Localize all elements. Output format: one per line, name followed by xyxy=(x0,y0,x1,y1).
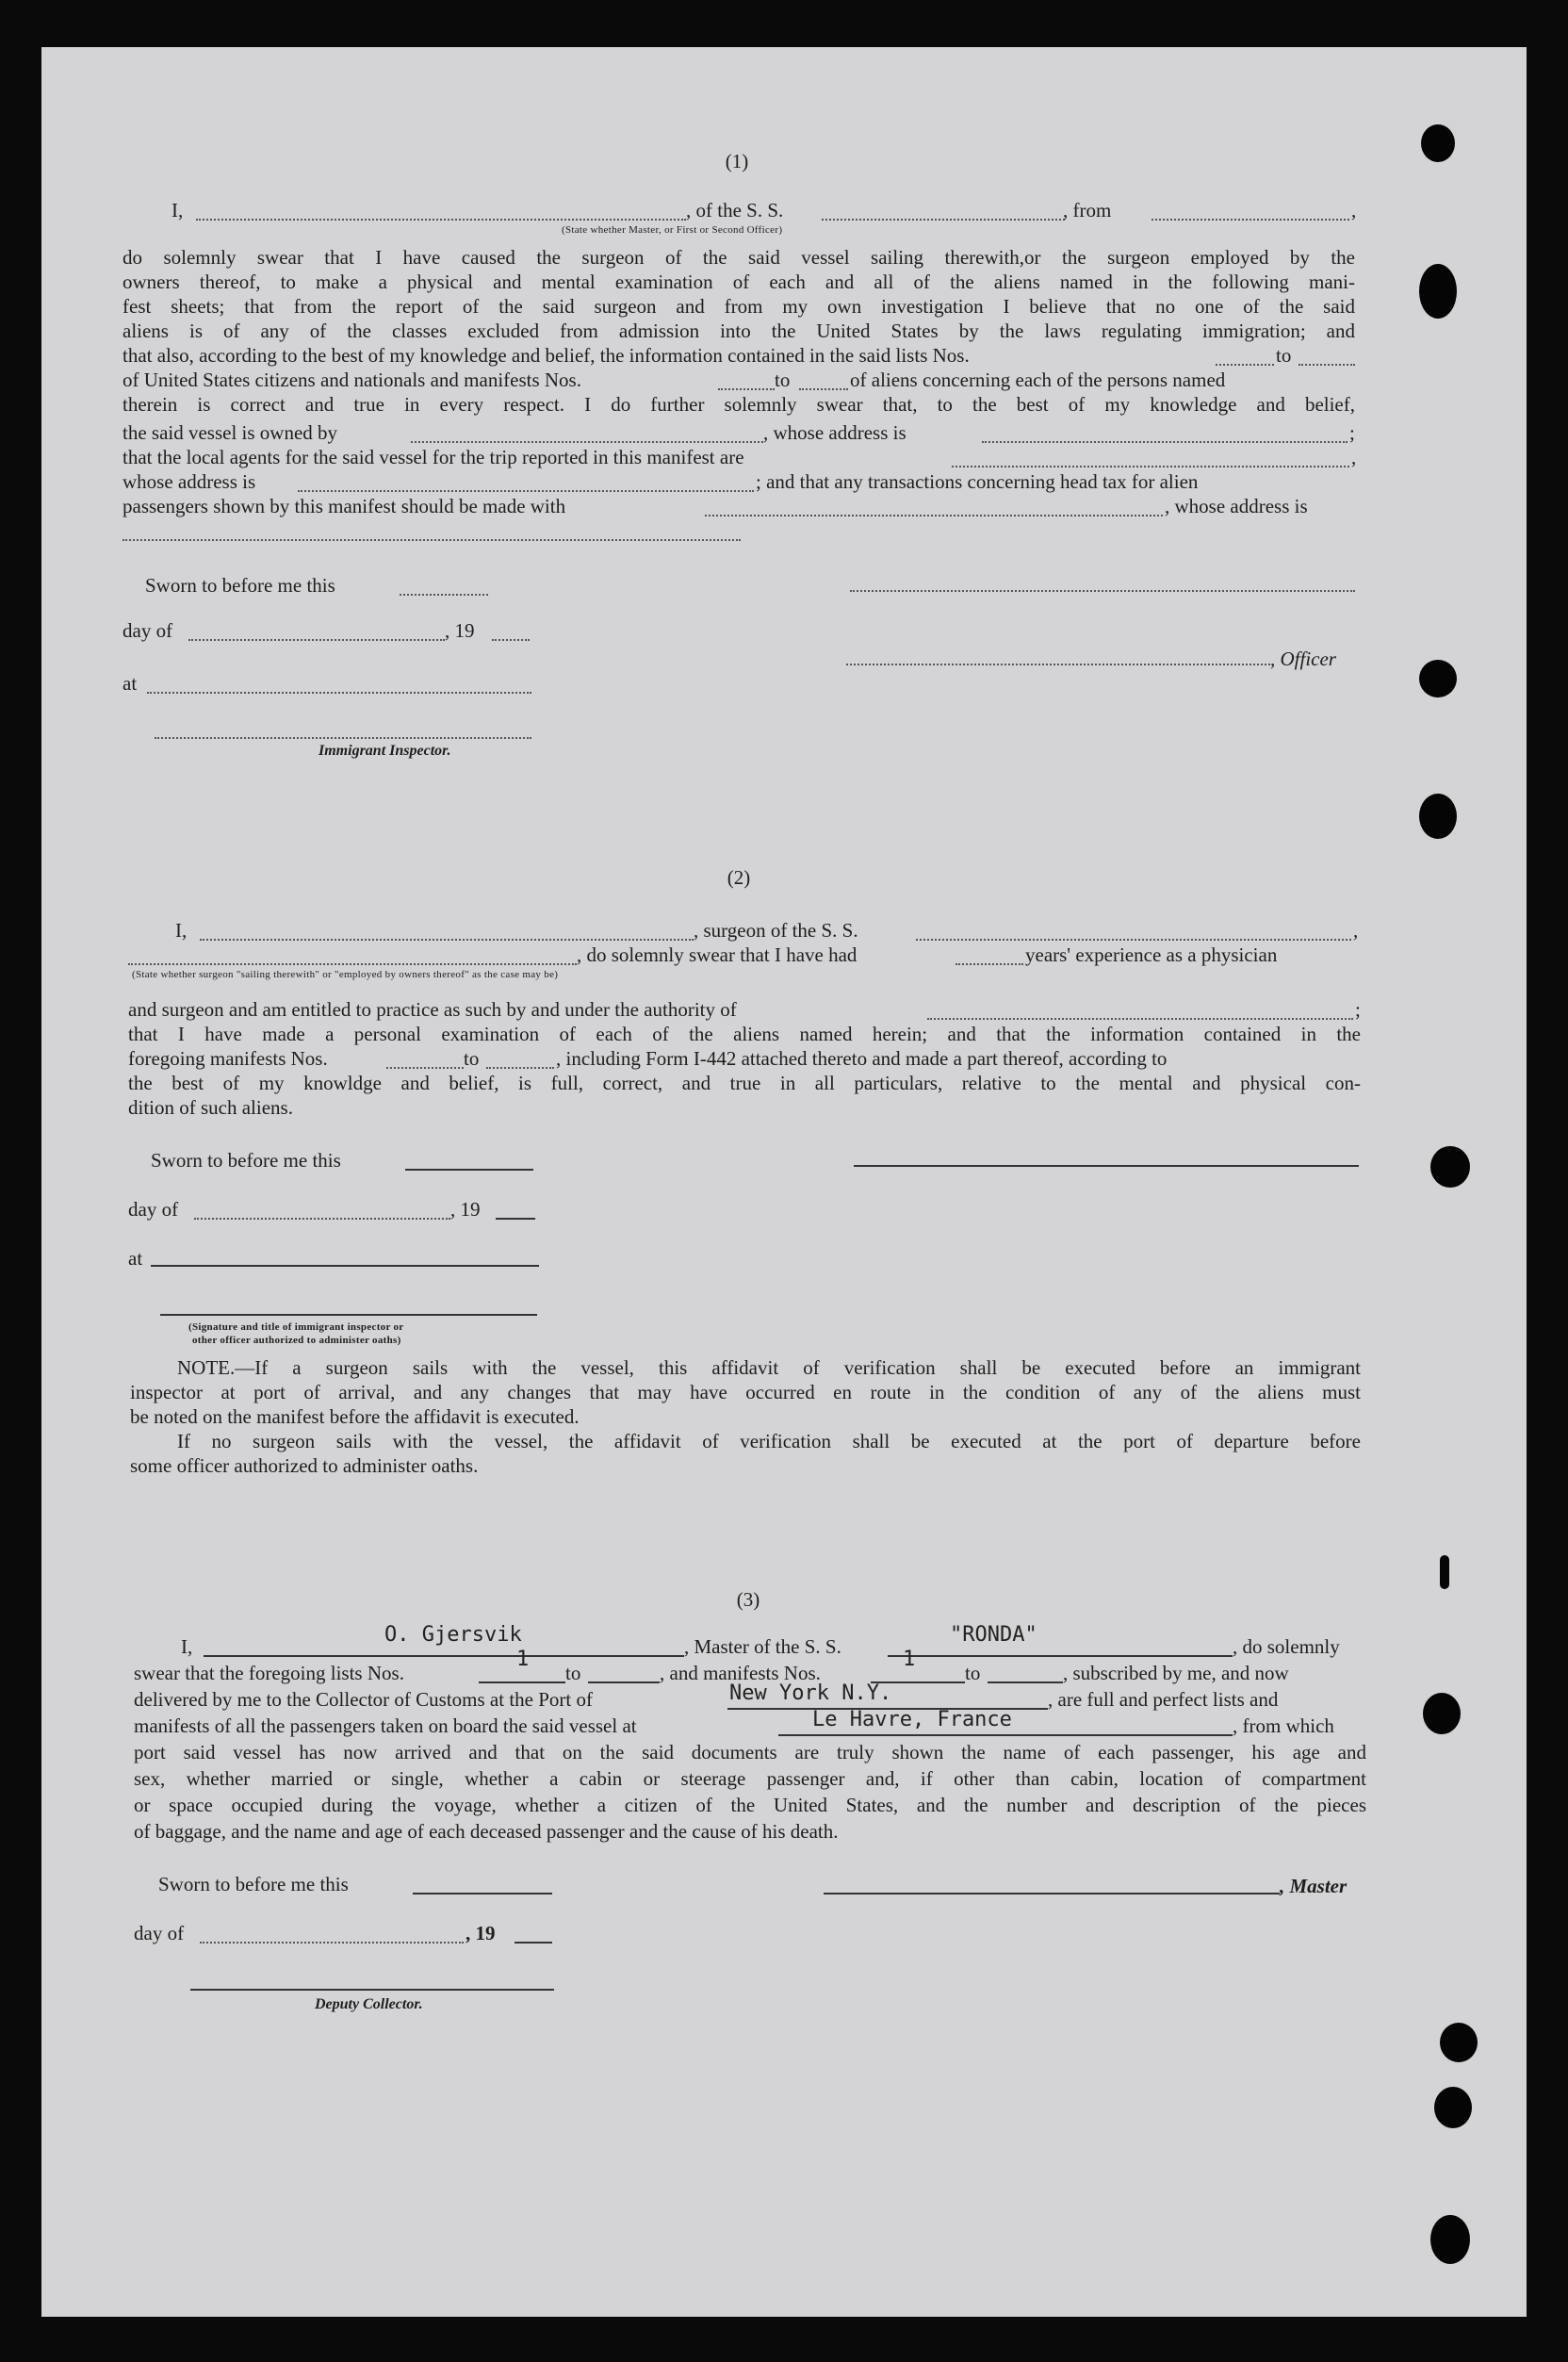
s3-blank-lists-from xyxy=(479,1681,565,1683)
s2-surgeon-note: (State whether surgeon "sailing therewith" or "employed by owners thereof" as the case may be) xyxy=(132,969,559,980)
s1-l11a: passengers shown by this manifest should be made with xyxy=(122,495,566,517)
s2-blank-manifests-from xyxy=(386,1067,464,1069)
s1-day-of: day of xyxy=(122,619,173,642)
s3-l1a: I, xyxy=(181,1635,193,1658)
s3-blank-sworn xyxy=(413,1893,552,1895)
s3-year: , 19 xyxy=(466,1922,496,1944)
s3-l2a: swear that the foregoing lists Nos. xyxy=(134,1662,404,1684)
punch-hole xyxy=(1440,1555,1449,1589)
s1-officer: , Officer xyxy=(1270,648,1336,670)
s3-l3a: delivered by me to the Collector of Customs at the Port of xyxy=(134,1688,593,1711)
s2-blank-at xyxy=(151,1265,539,1267)
s1-sworn: Sworn to before me this xyxy=(145,574,335,597)
section-1-heading: (1) xyxy=(725,150,749,172)
s1-l9b: , xyxy=(1351,446,1357,468)
s3-blank-ship xyxy=(888,1655,1233,1657)
s1-l9a: that the local agents for the said vessel for the trip reported in this manifest are xyxy=(122,446,744,468)
s1-blank-officer-sign xyxy=(850,590,1355,592)
s1-blank-name xyxy=(196,219,686,221)
s3-manifests-from: 1 xyxy=(903,1648,916,1671)
s2-blank-surgeon-name xyxy=(200,939,694,941)
punch-hole xyxy=(1434,2087,1472,2128)
s1-blank-owner xyxy=(411,441,763,443)
s3-blank-master-name xyxy=(204,1655,684,1657)
s1-comma: , xyxy=(1351,199,1357,221)
s1-blank-lists-from xyxy=(1216,364,1274,366)
punch-hole xyxy=(1430,1146,1470,1188)
s2-blank-authority xyxy=(927,1018,1353,1020)
s1-blank-from xyxy=(1152,219,1349,221)
s1-l5a: that also, according to the best of my knowledge and belief, the information contained in the said lists Nos. xyxy=(122,344,970,367)
s1-l8b: , whose address is xyxy=(763,421,906,444)
s2-l1c: , xyxy=(1353,919,1359,942)
s1-blank-owner-address xyxy=(982,441,1348,443)
s3-port: New York N.Y. xyxy=(729,1681,892,1705)
s2-year: , 19 xyxy=(450,1198,481,1221)
punch-hole xyxy=(1419,264,1457,319)
s2-note-line-5: some officer authorized to administer oaths. xyxy=(130,1454,479,1477)
s1-l8a: the said vessel is owned by xyxy=(122,421,338,444)
s3-blank-year xyxy=(514,1942,552,1944)
s1-l5b: to xyxy=(1276,344,1292,367)
s2-l3b: ; xyxy=(1355,998,1361,1021)
s3-blank-deputy-sign xyxy=(190,1989,554,1991)
s2-sig-note-1: (Signature and title of immigrant inspector or xyxy=(188,1321,404,1333)
s2-blank-sworn xyxy=(405,1169,533,1171)
s1-para-line-2: owners thereof, to make a physical and mental examination of each and all of the aliens named in the following mani- xyxy=(122,271,1355,293)
s1-at: at xyxy=(122,672,138,695)
s2-l1a: I, xyxy=(175,919,188,942)
s2-sworn: Sworn to before me this xyxy=(151,1149,341,1172)
s1-blank-ship xyxy=(822,219,1065,221)
s1-blank-sworn xyxy=(400,594,488,596)
s1-l6a: of United States citizens and nationals and manifests Nos. xyxy=(122,369,581,391)
s3-para-line-2: sex, whether married or single, whether a cabin or steerage passenger and, if other than cabin, location of compartment xyxy=(134,1767,1366,1790)
s1-l6c: of aliens concerning each of the persons named xyxy=(850,369,1226,391)
punch-hole xyxy=(1419,794,1457,839)
s2-sig-note-2: other officer authorized to administer oaths) xyxy=(192,1335,401,1346)
punch-hole xyxy=(1440,2023,1478,2062)
s3-l2e: , subscribed by me, and now xyxy=(1063,1662,1289,1684)
s2-l5a: foregoing manifests Nos. xyxy=(128,1047,328,1070)
s1-l6b: to xyxy=(775,369,791,391)
s2-l5b: to xyxy=(464,1047,480,1070)
s2-l4: that I have made a personal examination of each of the aliens named herein; and that the information contained in the xyxy=(128,1023,1361,1045)
s3-l8: of baggage, and the name and age of each deceased passenger and the cause of his death. xyxy=(134,1820,839,1843)
s1-blank-agents xyxy=(952,466,1349,467)
s3-day-of: day of xyxy=(134,1922,185,1944)
s1-inspector-label: Immigrant Inspector. xyxy=(318,743,451,759)
s2-l2a: , do solemnly swear that I have had xyxy=(577,943,858,966)
punch-hole xyxy=(1423,1693,1461,1734)
s3-l1b: , Master of the S. S. xyxy=(684,1635,841,1658)
s3-l4a: manifests of all the passengers taken on board the said vessel at xyxy=(134,1714,637,1737)
s1-para-line-3: fest sheets; that from the report of the said surgeon and from my own investigation I believe that no one of the said xyxy=(122,295,1355,318)
s1-officer-note: (State whether Master, or First or Second Officer) xyxy=(562,224,783,236)
s1-from: , from xyxy=(1063,199,1112,221)
s1-i: I, xyxy=(172,199,184,221)
s2-blank-inspector-sign xyxy=(160,1314,537,1316)
s1-blank-head-tax xyxy=(705,515,1163,517)
s3-l4b: , from which xyxy=(1233,1714,1334,1737)
s2-blank-manifests-to xyxy=(486,1067,554,1069)
s2-l2b: years' experience as a physician xyxy=(1025,943,1278,966)
s2-l3a: and surgeon and am entitled to practice as such by and under the authority of xyxy=(128,998,737,1021)
s3-deputy-label: Deputy Collector. xyxy=(315,1996,423,2012)
s2-note-line-1: NOTE.—If a surgeon sails with the vessel, this affidavit of verification shall be executed before an immigrant xyxy=(177,1356,1361,1379)
s1-blank-inspector-sign xyxy=(155,737,531,739)
s2-at: at xyxy=(128,1247,143,1270)
s2-blank-surgeon-sign xyxy=(854,1165,1359,1167)
s2-l7: dition of such aliens. xyxy=(128,1096,293,1119)
s2-blank-year xyxy=(496,1218,535,1220)
s2-note-line-2: inspector at port of arrival, and any changes that may have occurred en route in the condition of any of the aliens must xyxy=(130,1381,1361,1403)
s1-blank-year xyxy=(492,639,530,641)
s3-blank-day xyxy=(200,1942,464,1944)
s1-blank-day xyxy=(188,639,445,641)
s2-blank-day xyxy=(194,1218,450,1220)
s3-blank-departure xyxy=(778,1734,1233,1736)
s3-master: , Master xyxy=(1280,1875,1348,1897)
s1-para-line-4: aliens is of any of the classes excluded from admission into the United States by the laws regulating immigration; and xyxy=(122,320,1355,342)
s2-l1b: , surgeon of the S. S. xyxy=(694,919,858,942)
s1-blank-at xyxy=(147,692,531,694)
s3-departure: Le Havre, France xyxy=(812,1708,1012,1731)
s1-year: , 19 xyxy=(445,619,475,642)
s3-para-line-3: or space occupied during the voyage, whether a citizen of the United States, and the number and description of the pieces xyxy=(134,1794,1366,1816)
s3-sworn: Sworn to before me this xyxy=(158,1873,349,1895)
s2-note-line-4: If no surgeon sails with the vessel, the affidavit of verification shall be executed at the port of departure before xyxy=(177,1430,1361,1452)
s3-l3b: , are full and perfect lists and xyxy=(1048,1688,1279,1711)
s3-master-name: O. Gjersvik xyxy=(384,1623,522,1647)
s1-para-line-1: do solemnly swear that I have caused the surgeon of the said vessel sailing therewith,or the surgeon employed by the xyxy=(122,246,1355,269)
s3-lists-from: 1 xyxy=(516,1648,530,1671)
s2-note-line-3: be noted on the manifest before the affidavit is executed. xyxy=(130,1405,580,1428)
s2-day-of: day of xyxy=(128,1198,179,1221)
s2-blank-years xyxy=(956,963,1023,965)
s3-blank-manifests-to xyxy=(988,1681,1063,1683)
s2-l6: the best of my knowldge and belief, is full, correct, and true in all particulars, relative to the mental and physical con- xyxy=(128,1072,1361,1094)
s3-para-line-1: port said vessel has now arrived and that on the said documents are truly shown the name of each passenger, his age and xyxy=(134,1741,1366,1763)
punch-hole xyxy=(1421,124,1455,162)
section-3-heading: (3) xyxy=(736,1588,760,1611)
s3-blank-master-sign xyxy=(824,1893,1280,1895)
s1-l11b: , whose address is xyxy=(1165,495,1308,517)
s1-blank-lists-to xyxy=(1298,364,1355,366)
s1-l10b: ; and that any transactions concerning head tax for alien xyxy=(756,470,1199,493)
s3-l2d: to xyxy=(965,1662,981,1684)
punch-hole xyxy=(1430,2215,1470,2264)
s1-blank-officer xyxy=(846,664,1270,665)
section-2-heading: (2) xyxy=(727,866,751,889)
s3-blank-lists-to xyxy=(588,1681,660,1683)
s1-of-ss: , of the S. S. xyxy=(686,199,784,221)
s2-blank-surgeon-type xyxy=(128,963,577,965)
s1-l7: therein is correct and true in every respect. I do further solemnly swear that, to the best of my knowledge and belief, xyxy=(122,393,1355,416)
s2-blank-ship xyxy=(916,939,1351,941)
s3-l2b: to xyxy=(565,1662,581,1684)
s3-l1c: , do solemnly xyxy=(1233,1635,1340,1658)
s1-blank-head-tax-address xyxy=(122,539,741,541)
s3-ship-name: "RONDA" xyxy=(950,1623,1037,1647)
s1-blank-manifests-from xyxy=(718,388,775,390)
s3-l2c: , and manifests Nos. xyxy=(660,1662,821,1684)
s1-l10a: whose address is xyxy=(122,470,256,493)
s2-l5c: , including Form I-442 attached thereto and made a part thereof, according to xyxy=(556,1047,1168,1070)
s1-blank-manifests-to xyxy=(799,388,848,390)
s1-l8c: ; xyxy=(1349,421,1355,444)
s1-blank-agents-address xyxy=(298,490,754,492)
punch-hole xyxy=(1419,660,1457,697)
